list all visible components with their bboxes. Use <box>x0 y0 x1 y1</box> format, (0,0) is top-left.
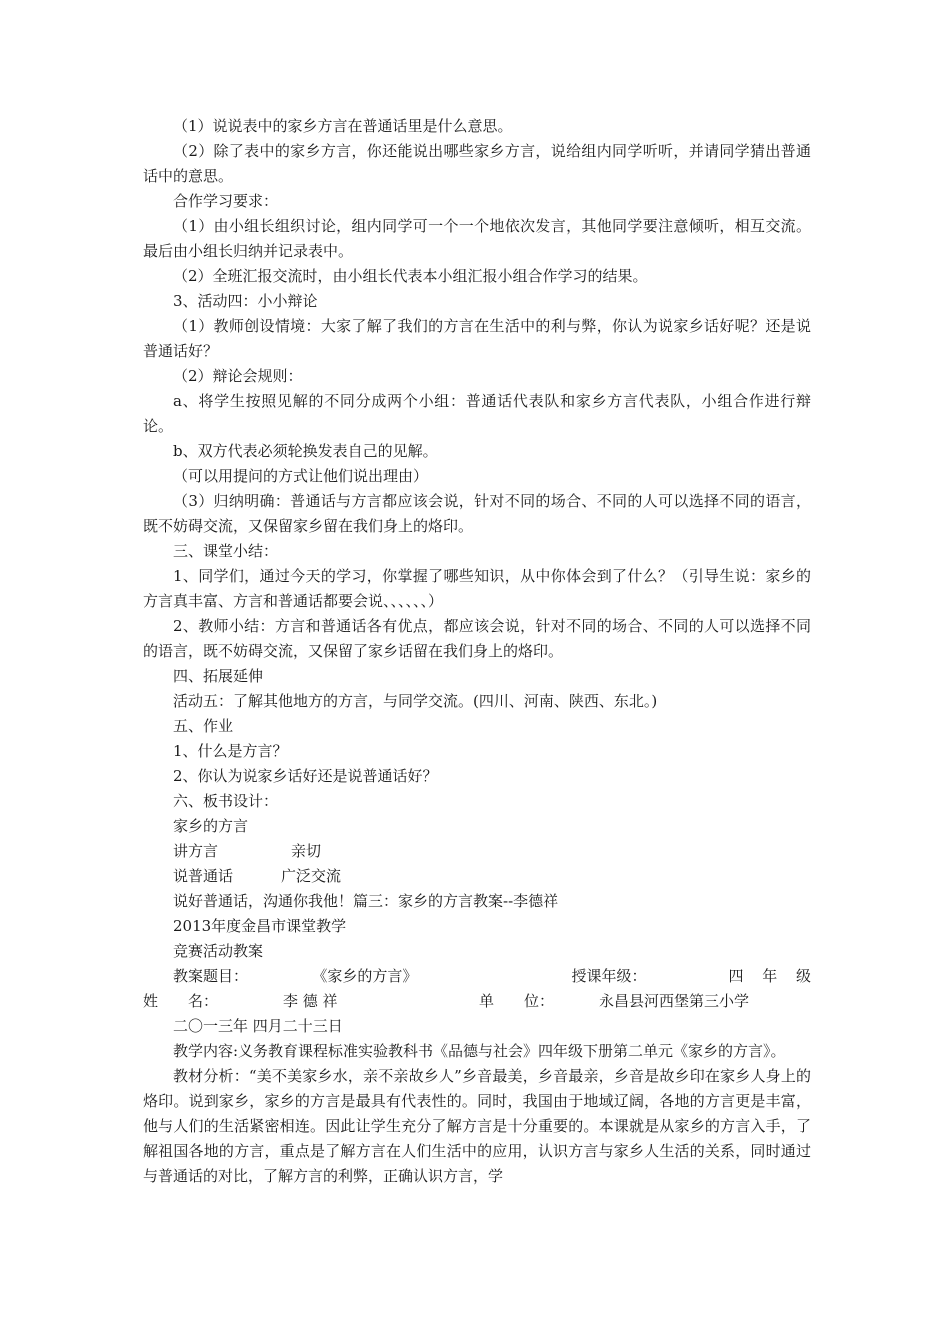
paragraph: 说好普通话，沟通你我他！篇三：家乡的方言教案--李德祥 <box>173 892 559 910</box>
paragraph: b、双方代表必须轮换发表自己的见解。 <box>173 442 438 460</box>
section-heading: 三、课堂小结： <box>173 542 279 560</box>
date-line: 二〇一三年 四月二十三日 <box>173 1017 343 1035</box>
paragraph: （1）教师创设情境：大家了解了我们的方言在生活中的利与弊，你认为说家乡话好呢？还是说普通话好？ <box>143 317 811 360</box>
paragraph: 2、教师小结：方言和普通话各有优点，都应该会说，针对不同的场合、不同的人可以选择不同的语言，既不妨碍交流，又保留了家乡话留在我们身上的烙印。 <box>143 617 811 660</box>
unit-label: 单 位： <box>479 992 555 1010</box>
grade-value: 四 年 级 <box>728 967 811 985</box>
paragraph: （2）辩论会规则： <box>173 367 303 385</box>
paragraph: （可以用提问的方式让他们说出理由） <box>173 467 429 485</box>
paragraph: 教材分析：“美不美家乡水，亲不亲故乡人”乡音最美，乡音最亲，乡音是故乡印在家乡人身上的烙印。说到家乡，家乡的方言是最具有代表性的。同时，我国由于地域辽阔，各地的方言更是丰富，他与人们的生活紧密相连。因此让学生充分了解方言是十分重要的。本课就是从家乡的方言入手，了解祖国各地的方言，重点是了解方言在人们生活中的应用，认识方言与家乡人生活的关系，同时通过与普通话的对比，了解方言的利弊，正确认识方言，学 <box>143 1067 811 1185</box>
section-heading: 五、作业 <box>173 717 234 735</box>
board-title: 家乡的方言 <box>173 817 249 835</box>
board-row <box>143 864 811 889</box>
paragraph: 竞赛活动教案 <box>173 942 264 960</box>
paragraph: 教学内容:义务教育课程标准实验教科书《品德与社会》四年级下册第二单元《家乡的方言》。 <box>173 1042 786 1060</box>
paragraph: 2013年度金昌市课堂教学 <box>173 917 347 935</box>
paragraph: 1、同学们，通过今天的学习，你掌握了哪些知识，从中你体会到了什么？（引导生说：家乡的方言真丰富、方言和普通话都要会说、、、、、、） <box>143 567 811 610</box>
paragraph: （1）由小组长组织讨论，组内同学可一个一个地依次发言，其他同学要注意倾听，相互交流。最后由小组长归纳并记录表中。 <box>143 217 811 260</box>
form-row-name <box>143 989 811 1014</box>
paragraph: （2）全班汇报交流时，由小组长代表本小组汇报小组合作学习的结果。 <box>173 267 648 285</box>
name-label: 姓 名： <box>143 992 219 1010</box>
section-heading: 四、拓展延伸 <box>173 667 264 685</box>
paragraph: a、将学生按照见解的不同分成两个小组：普通话代表队和家乡方言代表队，小组合作进行辩论。 <box>143 392 811 435</box>
paragraph: 合作学习要求： <box>173 192 279 210</box>
section-heading: 六、板书设计： <box>173 792 279 810</box>
section-heading: 3、活动四：小小辩论 <box>173 292 318 310</box>
board-row <box>143 839 811 864</box>
unit-value: 永昌县河西堡第三小学 <box>599 992 750 1010</box>
paragraph: 活动五：了解其他地方的方言，与同学交流。(四川、河南、陕西、东北。) <box>173 692 658 710</box>
paragraph: （3）归纳明确：普通话与方言都应该会说，针对不同的场合、不同的人可以选择不同的语言，既不妨碍交流，又保留家乡留在我们身上的烙印。 <box>143 492 811 535</box>
form-row-topic <box>143 964 811 989</box>
board-left: 讲方言 <box>173 842 219 860</box>
paragraph: 1、什么是方言？ <box>173 742 288 760</box>
paragraph: 2、你认为说家乡话好还是说普通话好？ <box>173 767 438 785</box>
board-right: 亲切 <box>291 842 322 860</box>
document-page <box>143 114 811 1189</box>
grade-label: 授课年级： <box>571 967 647 985</box>
topic-value: 《家乡的方言》 <box>312 967 418 985</box>
board-left: 说普通话 <box>173 867 234 885</box>
name-value: 李 德 祥 <box>283 992 338 1010</box>
board-right: 广泛交流 <box>281 867 342 885</box>
topic-label: 教案题目： <box>173 967 249 985</box>
paragraph: （2）除了表中的家乡方言，你还能说出哪些家乡方言，说给组内同学听听，并请同学猜出普通话中的意思。 <box>143 142 811 185</box>
paragraph: （1）说说表中的家乡方言在普通话里是什么意思。 <box>173 117 513 135</box>
